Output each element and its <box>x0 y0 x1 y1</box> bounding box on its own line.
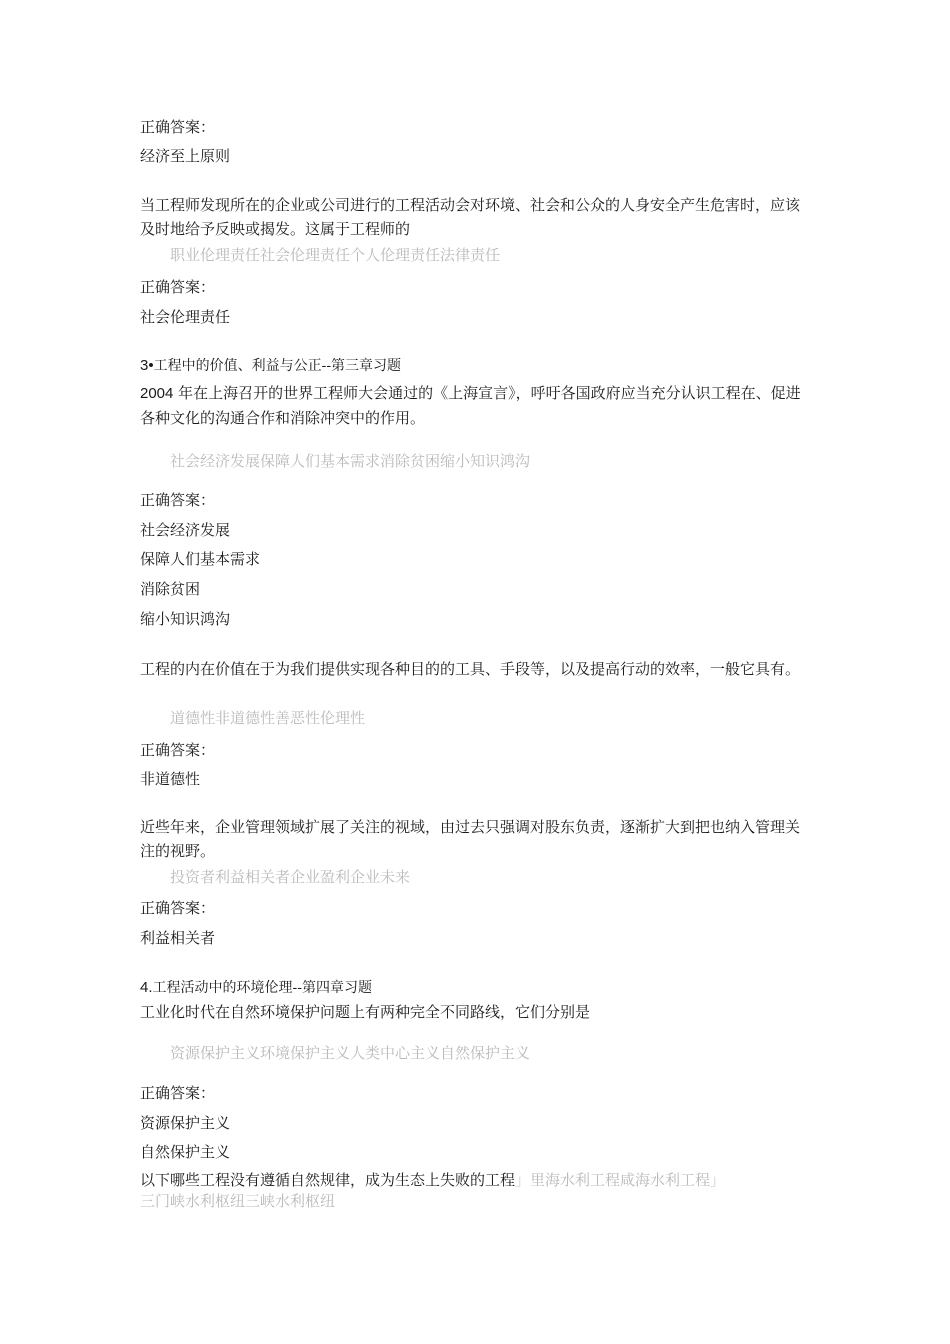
answer-label: 正确答案： <box>140 899 216 917</box>
question-body: 以下哪些工程没有遵循自然规律，成为生态上失败的工程 <box>140 1171 516 1189</box>
answer-label: 正确答案： <box>140 118 216 136</box>
question-options: 投资者利益相关者企业盈利企业未来 <box>170 868 411 886</box>
answer-value: 经济至上原则 <box>140 147 231 165</box>
question-options: 社会经济发展保障人们基本需求消除贫困缩小知识鸿沟 <box>170 452 531 470</box>
question-text: 近些年来，企业管理领域扩展了关注的视域，由过去只强调对股东负责，逐渐扩大到把也纳入管理关注的视野。 <box>140 818 801 860</box>
question-text <box>140 1170 725 1190</box>
question-text <box>140 381 808 430</box>
answer-value: 社会经济发展 <box>140 521 231 539</box>
answer-label: 正确答案： <box>140 1084 216 1102</box>
answer-label: 正确答案： <box>140 741 216 759</box>
answer-value: 非道德性 <box>140 770 201 788</box>
question-options: 三门峡水利枢纽三峡水利枢纽 <box>140 1192 336 1210</box>
answer-value: 消除贫困 <box>140 580 201 598</box>
section-heading <box>140 356 401 376</box>
question-options: 职业伦理责任社会伦理责任个人伦理责任法律责任 <box>170 246 501 264</box>
question-options: 道德性非道德性善恶性伦理性 <box>170 709 366 727</box>
section-heading <box>140 978 372 998</box>
section-number: 3• <box>140 357 154 374</box>
question-body: 年在上海召开的世界工程师大会通过的《上海宣言》，呼吁各国政府应当充分认识工程在、促进各种文化的沟通合作和消除冲突中的作用。 <box>140 384 801 427</box>
question-text: 工程的内在价值在于为我们提供实现各种目的的工具、手段等，以及提高行动的效率，一般它具有。 <box>140 660 801 678</box>
question-options-inline: 」里海水利工程咸海水利工程」 <box>515 1171 726 1189</box>
answer-value: 缩小知识鸿沟 <box>140 610 231 628</box>
question-text: 当工程师发现所在的企业或公司进行的工程活动会对环境、社会和公众的人身安全产生危害时，应该及时地给予反映或揭发。这属于工程师的 <box>140 196 801 238</box>
section-title: 工程活动中的环境伦理--第四章习题 <box>152 980 372 996</box>
answer-value: 保障人们基本需求 <box>140 550 261 568</box>
question-options: 资源保护主义环境保护主义人类中心主义自然保护主义 <box>170 1044 531 1062</box>
answer-value: 资源保护主义 <box>140 1114 231 1132</box>
answer-label: 正确答案： <box>140 278 216 296</box>
answer-value: 社会伦理责任 <box>140 308 231 326</box>
section-number: 4. <box>140 979 153 996</box>
question-year: 2004 <box>140 385 174 402</box>
section-title: 工程中的价值、利益与公正--第三章习题 <box>153 358 402 374</box>
answer-label: 正确答案： <box>140 491 216 509</box>
answer-value: 利益相关者 <box>140 929 216 947</box>
question-text: 工业化时代在自然环境保护问题上有两种完全不同路线，它们分别是 <box>140 1003 591 1021</box>
answer-value: 自然保护主义 <box>140 1143 231 1161</box>
